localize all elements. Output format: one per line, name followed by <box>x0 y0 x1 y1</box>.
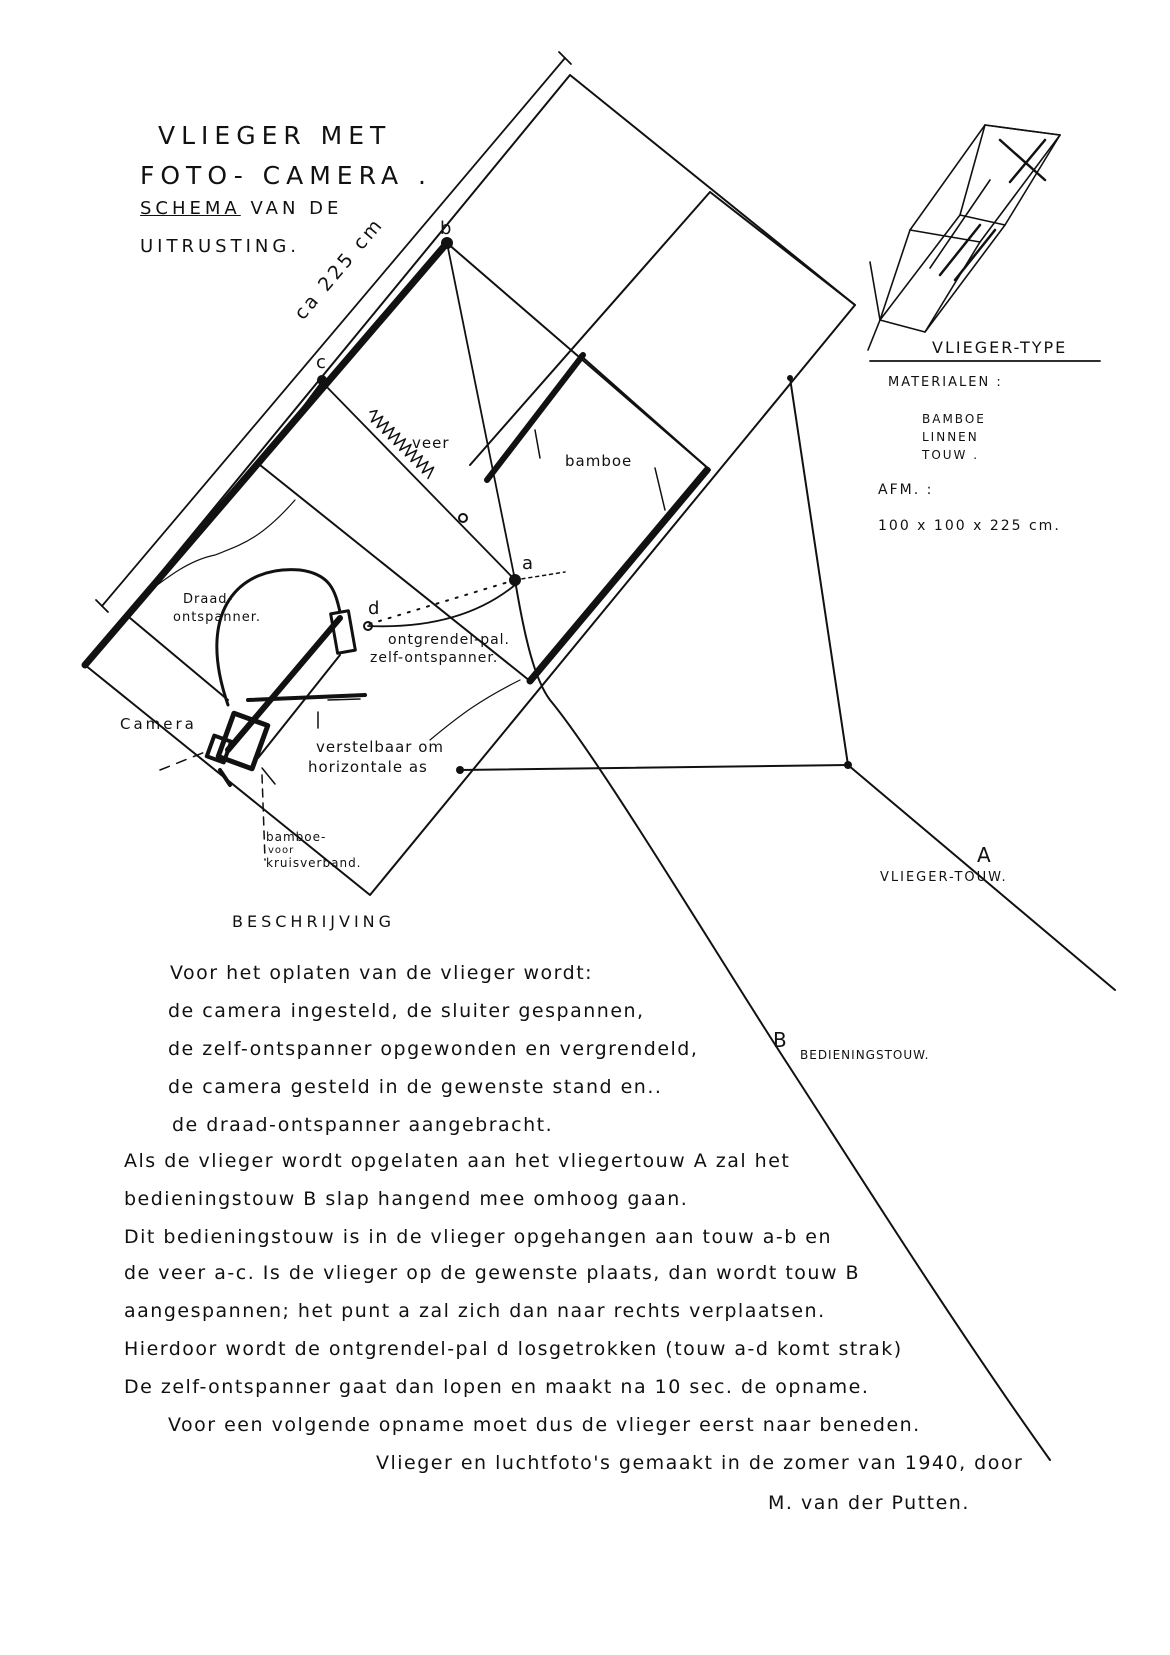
dimension-label: ca 225 cm <box>290 213 389 325</box>
description-heading: BESCHRIJVING <box>232 912 396 931</box>
dims-heading: AFM. : <box>878 482 934 498</box>
rope-B-label: B <box>773 1028 787 1052</box>
point-a-label: a <box>522 553 534 574</box>
bedieningstouw-label: BEDIENINGSTOUW. <box>800 1048 930 1062</box>
materials-item-2: LINNEN <box>922 430 979 444</box>
box-kite-sketch <box>868 125 1060 350</box>
materials-item-3: TOUW . <box>922 448 980 462</box>
description-line-4: de camera gesteld in de gewenste stand en.. <box>168 1076 663 1098</box>
draad-ontspanner-label-1: Draad- <box>183 592 234 607</box>
description-line-8: Dit bedieningstouw is in de vlieger opgehangen aan touw a-b en <box>124 1226 833 1248</box>
point-b-label: b <box>440 218 452 239</box>
bamboe-kruis-label-3: kruisverband. <box>266 856 362 870</box>
description-line-9: de veer a-c. Is de vlieger op de gewenste plaats, dan wordt touw B <box>124 1262 861 1284</box>
description-line-11: Hierdoor wordt de ontgrendel-pal d losgetrokken (touw a-d komt strak) <box>124 1338 903 1360</box>
title-line-1: VLIEGER MET <box>158 121 392 150</box>
description-signature: M. van der Putten. <box>768 1492 970 1514</box>
description-line-6: Als de vlieger wordt opgelaten aan het vliegertouw A zal het <box>124 1150 791 1172</box>
veer-label: veer <box>412 434 450 452</box>
description-line-7: bedieningstouw B slap hangend mee omhoog gaan. <box>124 1188 689 1210</box>
dims-value: 100 x 100 x 225 cm. <box>878 518 1061 534</box>
draad-ontspanner-label-2: ontspanner. <box>173 610 262 625</box>
point-c-dot <box>317 375 327 385</box>
verstelbaar-label-1: verstelbaar om <box>316 738 444 756</box>
description-line-10: aangespannen; het punt a zal zich dan naar rechts verplaatsen. <box>124 1300 826 1322</box>
description-line-2: de camera ingesteld, de sluiter gespannen, <box>168 1000 645 1022</box>
point-a-dot <box>509 574 521 586</box>
vliegertouw-label: VLIEGER-TOUW. <box>880 870 1008 885</box>
bamboe-label: bamboe <box>565 452 633 470</box>
bamboe-kruis-label-2: voor <box>268 845 295 856</box>
zelf-ontspanner-label: zelf-ontspanner. <box>370 650 499 666</box>
point-d-label: d <box>368 598 380 619</box>
ontgrendel-pal-label: ontgrendel-pal. <box>388 632 510 648</box>
rope-A-label: A <box>977 843 991 867</box>
title-line-3 <box>140 198 342 219</box>
title-line-2: FOTO- CAMERA . <box>140 161 432 190</box>
description-line-3: de zelf-ontspanner opgewonden en vergrendeld, <box>168 1038 699 1060</box>
description-line-13: Voor een volgende opname moet dus de vlieger eerst naar beneden. <box>168 1414 921 1436</box>
camera-label: Camera <box>120 715 197 733</box>
title-schema: SCHEMA <box>140 198 241 219</box>
materials-item-1: BAMBOE <box>922 412 986 426</box>
vliegertouw-rope <box>460 765 848 770</box>
bamboo-spar-low <box>228 618 340 750</box>
description-line-14: Vlieger en luchtfoto's gemaakt in de zomer van 1940, door <box>376 1452 1024 1474</box>
bamboe-kruis-label-1: bamboe- <box>266 830 327 844</box>
title-line-4: UITRUSTING. <box>140 236 301 257</box>
materials-heading: MATERIALEN : <box>888 375 1003 390</box>
verstelbaar-label-2: horizontale as <box>308 758 428 776</box>
title-van-de: VAN DE <box>240 198 343 219</box>
kite-type-heading: VLIEGER-TYPE <box>932 338 1068 357</box>
point-c-label: c <box>316 352 326 373</box>
description-line-5: de draad-ontspanner aangebracht. <box>172 1114 554 1136</box>
description-line-12: De zelf-ontspanner gaat dan lopen en maakt na 10 sec. de opname. <box>124 1376 870 1398</box>
description-line-1: Voor het oplaten van de vlieger wordt: <box>170 962 594 984</box>
bamboo-spar-right <box>530 470 707 681</box>
